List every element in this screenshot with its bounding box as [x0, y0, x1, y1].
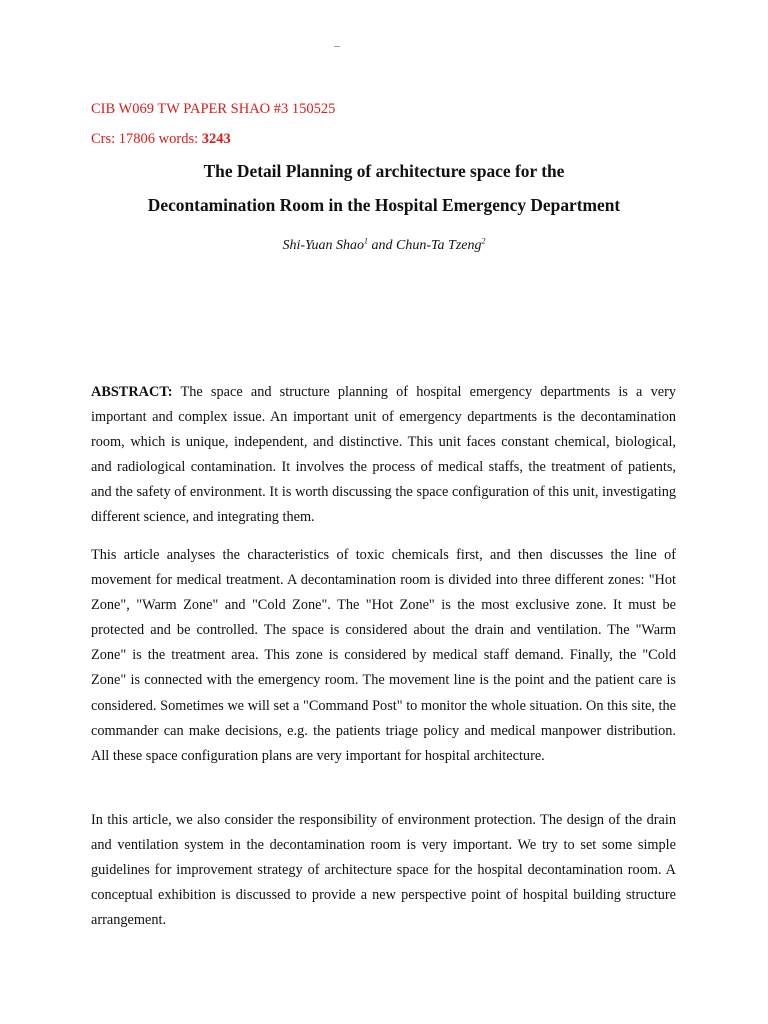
author-1-affiliation: 1	[364, 236, 369, 246]
abstract-paragraph-2: This article analyses the characteristics of toxic chemicals first, and then discusses the line of movement for medical treatment. A decontamination room is divided into three different zones: "Hot Zone", "Warm Zone" and "Cold Zone". The "Hot Zone" is the most exclusive zone. It must be protected and be controlled. The space is considered about the drain and ventilation. The "Warm Zone" is the treatment area. This zone is considered by medical staff demand. Finally, the "Cold Zone" is connected with the emergency room. The movement line is the point and the patient care is considered. Sometimes we will set a "Command Post" to monitor the whole situation. On this site, the commander can make decisions, e.g. the patients triage policy and medical manpower distribution. All these space configuration plans are very important for hospital architecture.	[91, 547, 676, 764]
word-count: 3243	[201, 131, 231, 147]
character-word-count	[91, 131, 231, 148]
header-dash: –	[334, 38, 340, 52]
author-2-affiliation: 2	[481, 236, 486, 246]
author-1: Shi-Yuan Shao	[282, 238, 365, 253]
author-conjunction: and	[368, 238, 397, 253]
title-line-2: Decontamination Room in the Hospital Emergency Department	[147, 195, 621, 215]
abstract-paragraph-1-text: The space and structure planning of hospital emergency departments is a very important and complex issue. An important unit of emergency departments is the decontamination room, which is unique, independent, and distinctive. This unit faces constant chemical, biological, and radiological contamination. It involves the process of medical staffs, the treatment of patients, and the safety of environment. It is worth discussing the space configuration of this unit, investigating different science, and integrating them.	[91, 384, 676, 526]
abstract-paragraph-3: In this article, we also consider the responsibility of environment protection. The design of the drain and ventilation system in the decontamination room is very important. We try to set some simple guidelines for improvement strategy of architecture space for the hospital decontamination room. A conceptual exhibition is discussed to provide a new perspective point of hospital building structure arrangement.	[91, 812, 676, 929]
counts-prefix: Crs: 17806 words:	[91, 131, 202, 147]
author-2: Chun-Ta Tzeng	[396, 238, 482, 253]
title-line-1: The Detail Planning of architecture space for the	[203, 161, 565, 181]
paper-id: CIB W069 TW PAPER SHAO #3 150525	[91, 101, 336, 117]
abstract-paragraph-1	[91, 380, 676, 531]
author-list	[60, 238, 708, 254]
abstract-label: ABSTRACT:	[91, 384, 173, 400]
